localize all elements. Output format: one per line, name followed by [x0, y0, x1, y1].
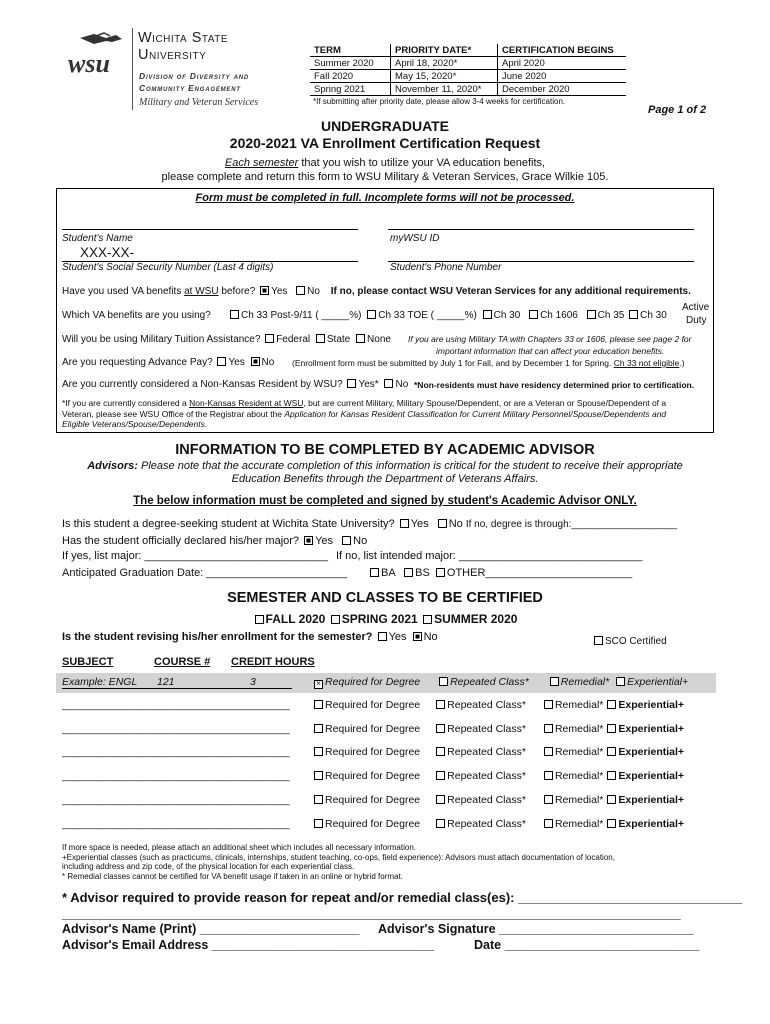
fine1-end: , but are current Military, Military Spouse/Dependent, or are a Veteran or Spouse/Dependent of a — [303, 398, 667, 408]
q-declared-text: Has the student officially declared his/her major? — [62, 535, 300, 547]
division-line1: Division of Diversity and — [139, 71, 250, 81]
intro-line2: please complete and return this form to WSU Military & Veteran Services, Grace Wilkie 105. — [161, 171, 609, 183]
experiential-label: Experiential+ — [618, 746, 685, 758]
level-heading: UNDERGRADUATE — [320, 118, 450, 134]
benefits-options — [228, 310, 667, 321]
q-nonres-text: Are you currently considered a Non-Kansas Resident by WSU? — [62, 379, 343, 390]
example-experiential-checkbox — [616, 677, 625, 686]
priority-header: PRIORITY DATE* — [391, 44, 498, 57]
duty-label: Duty — [686, 315, 707, 326]
fine1-text: *If you are currently considered a — [62, 398, 190, 408]
required-checkbox[interactable] — [314, 795, 323, 804]
q-used-text: Have you used VA benefits — [62, 286, 185, 297]
fine3-italic: Eligible Veterans/Spouse/Dependents — [62, 419, 205, 429]
repeated-label: Repeated Class* — [447, 794, 526, 806]
semester-heading: SEMESTER AND CLASSES TO BE CERTIFIED — [227, 590, 543, 606]
term-table — [310, 44, 626, 96]
example-subject: Example: ENGL — [62, 676, 138, 688]
semester-options — [0, 612, 770, 626]
course-options — [312, 746, 684, 758]
advance-yes-label: Yes — [228, 357, 245, 368]
header-divider — [132, 28, 133, 110]
cert-cell: December 2020 — [498, 83, 627, 96]
division-line2: Community Engagement — [139, 83, 241, 93]
ch1606-checkbox[interactable] — [529, 310, 538, 319]
required-label: Required for Degree — [325, 770, 421, 782]
repeated-checkbox[interactable] — [436, 700, 445, 709]
advisor-email-field[interactable]: Advisor's Email Address ________________________________ — [62, 938, 435, 952]
experiential-checkbox[interactable] — [607, 819, 616, 828]
required-label: Required for Degree — [325, 794, 421, 806]
priority-cell: November 11, 2020* — [391, 83, 498, 96]
advance-note-end: .) — [679, 358, 685, 368]
degree-yes-label: Yes — [410, 518, 429, 530]
q-used-text-end: before? — [218, 286, 256, 297]
q-which-benefits: Which VA benefits are you using? — [62, 310, 211, 321]
example-options — [312, 676, 688, 689]
advisor-reason-field[interactable]: * Advisor required to provide reason for repeat and/or remedial class(es): _______________________________ — [62, 890, 743, 905]
example-remedial-checkbox — [550, 677, 559, 686]
ch30-label: Ch 30 — [493, 310, 521, 321]
sco-checkbox[interactable] — [594, 636, 603, 645]
course-entry-field[interactable]: _______________________________________ — [62, 818, 290, 830]
required-label: Required for Degree — [325, 699, 421, 711]
used-no-checkbox[interactable] — [296, 286, 305, 295]
declared-no-label: No — [353, 535, 368, 547]
experiential-checkbox[interactable] — [607, 724, 616, 733]
repeated-checkbox[interactable] — [436, 819, 445, 828]
remedial-label: Remedial* — [554, 723, 604, 735]
wsu-logo-icon — [66, 32, 126, 76]
required-checkbox[interactable] — [314, 724, 323, 733]
sco-label: SCO Certified — [605, 636, 667, 647]
term-cell: Spring 2021 — [310, 83, 391, 96]
course-entry-field[interactable]: _______________________________________ — [62, 770, 290, 782]
other-label[interactable]: OTHER________________________ — [446, 567, 633, 579]
required-checkbox[interactable] — [314, 819, 323, 828]
repeated-label: Repeated Class* — [447, 770, 526, 782]
experiential-label: Experiential+ — [618, 770, 685, 782]
experiential-label: Experiential+ — [618, 818, 685, 830]
required-checkbox[interactable] — [314, 700, 323, 709]
fine2-italic: Application for Kansas Resident Classification for Current Military Personnel/Spouse/Dependents and — [284, 408, 667, 419]
grad-date-field[interactable]: Anticipated Graduation Date: _______________________ — [62, 567, 348, 579]
repeated-checkbox[interactable] — [436, 724, 445, 733]
course-entry-field[interactable]: _______________________________________ — [62, 746, 290, 758]
sco-certified — [592, 636, 667, 647]
term-header: TERM — [310, 44, 391, 57]
example-course: 121 — [157, 676, 175, 688]
advance-yes-checkbox[interactable] — [217, 357, 226, 366]
note-line: including address and zip code, of the physical location for each experiential class. — [62, 862, 355, 871]
advisor-note-bold: Advisors: — [87, 460, 138, 472]
experiential-checkbox[interactable] — [607, 771, 616, 780]
advisor-heading: INFORMATION TO BE COMPLETED BY ACADEMIC ADVISOR — [175, 442, 595, 458]
svg-text:wsu: wsu — [68, 49, 110, 76]
date-field[interactable]: Date ____________________________ — [474, 938, 700, 952]
remedial-checkbox[interactable] — [544, 724, 553, 733]
col-course: COURSE # — [154, 656, 211, 668]
ch30-checkbox[interactable] — [483, 310, 492, 319]
spring-checkbox[interactable] — [331, 615, 340, 624]
col-subject: SUBJECT — [62, 656, 114, 668]
state-label: State — [326, 334, 351, 345]
ch30-active-label: Ch 30 — [640, 310, 667, 321]
advisor-note-text: Please note that the accurate completion of this information is critical for the student to receive their appropriate — [137, 460, 683, 472]
term-cell: Summer 2020 — [310, 57, 391, 70]
priority-cell: April 18, 2020* — [391, 57, 498, 70]
advance-note-ch33: Ch 33 not eligible — [613, 358, 680, 368]
q-non-resident — [62, 379, 408, 390]
ba-label: BA — [381, 567, 396, 579]
mywsu-id-label: myWSU ID — [390, 233, 440, 244]
q-advance-pay — [62, 357, 274, 368]
q-degree-seeking — [62, 518, 677, 530]
ssn-prefix: XXX-XX- — [80, 245, 135, 260]
intro-emphasis: Each semester — [224, 157, 299, 169]
ba-checkbox[interactable] — [370, 568, 379, 577]
table-row — [310, 70, 626, 83]
page-title: 2020-2021 VA Enrollment Certification Request — [229, 135, 541, 151]
intro-line1 — [0, 157, 770, 169]
nonres-no-label: No — [395, 379, 409, 390]
advisor-only-notice: The below information must be completed and signed by student's Academic Advisor ONLY. — [133, 495, 637, 507]
cert-header: CERTIFICATION BEGINS — [498, 44, 627, 57]
degree-no-checkbox[interactable] — [438, 519, 447, 528]
q-advance-text: Are you requesting Advance Pay? — [62, 357, 213, 368]
ta-note-line2: important information that can affect your education benefits. — [436, 346, 665, 356]
note-line: If more space is needed, please attach an additional sheet which includes all necessary information. — [62, 843, 416, 852]
remedial-checkbox[interactable] — [544, 700, 553, 709]
ch33-toe-checkbox[interactable] — [367, 310, 376, 319]
experiential-checkbox[interactable] — [607, 795, 616, 804]
advisor-name-field[interactable]: Advisor's Name (Print) _______________________ — [62, 922, 360, 936]
none-label: None — [367, 334, 391, 345]
advisor-signature-field[interactable]: Advisor's Signature ____________________________ — [378, 922, 694, 936]
advance-note — [292, 358, 685, 368]
table-row — [310, 57, 626, 70]
repeated-checkbox[interactable] — [436, 795, 445, 804]
ch33-toe-label: Ch 33 TOE ( _____%) — [378, 310, 477, 321]
repeated-label: Repeated Class* — [447, 699, 526, 711]
summer-checkbox[interactable] — [423, 615, 432, 624]
advance-no-checkbox[interactable] — [251, 357, 260, 366]
used-yes-checkbox[interactable] — [260, 286, 269, 295]
experiential-label: Experiential+ — [618, 794, 685, 806]
ch35-label: Ch 35 — [597, 310, 625, 321]
advisor-note-line1 — [0, 460, 770, 472]
repeated-label: Repeated Class* — [447, 723, 526, 735]
experiential-checkbox[interactable] — [607, 700, 616, 709]
wsu-logo — [66, 32, 126, 76]
bs-checkbox[interactable] — [404, 568, 413, 577]
ch1606-label: Ch 1606 — [540, 310, 578, 321]
used-yes-label: Yes — [271, 286, 288, 297]
ch33-post-checkbox[interactable] — [230, 310, 239, 319]
declared-yes-label: Yes — [315, 535, 334, 547]
q-used-benefits: Have you used VA benefits at WSU before? Yes No If no, please contact WSU Veteran Services for any additional requirements. — [62, 286, 691, 297]
remedial-label: Remedial* — [554, 770, 604, 782]
course-entry-field[interactable]: _______________________________________ — [62, 794, 290, 806]
federal-label: Federal — [276, 334, 311, 345]
col-credit: CREDIT HOURS — [231, 656, 315, 668]
active-label: Active — [682, 302, 710, 313]
degree-yes-checkbox[interactable] — [400, 519, 409, 528]
revising-no-checkbox[interactable] — [413, 632, 422, 641]
nonres-yes-checkbox[interactable] — [347, 379, 356, 388]
fall-label: FALL 2020 — [265, 612, 326, 626]
experiential-label: Experiential+ — [618, 699, 685, 711]
remedial-checkbox[interactable] — [544, 819, 553, 828]
required-label: Required for Degree — [325, 818, 421, 830]
student-name-label: Student's Name — [62, 233, 133, 244]
remedial-label: Remedial* — [554, 746, 604, 758]
ch30-active-checkbox[interactable] — [629, 310, 638, 319]
example-required-label: Required for Degree — [325, 676, 421, 688]
cert-cell: April 2020 — [498, 57, 627, 70]
mywsu-id-field[interactable] — [388, 229, 694, 230]
required-label: Required for Degree — [325, 746, 421, 758]
course-options — [312, 770, 684, 782]
revising-yes-checkbox[interactable] — [378, 632, 387, 641]
declared-yes-checkbox[interactable] — [304, 536, 313, 545]
university-name-line2: University — [138, 47, 207, 63]
page-indicator: Page 1 of 2 — [648, 104, 707, 116]
priority-cell: May 15, 2020* — [391, 70, 498, 83]
department-name: Military and Veteran Services — [139, 97, 259, 108]
example-required-checkbox: × — [314, 680, 323, 689]
repeated-checkbox[interactable] — [436, 771, 445, 780]
bs-label: BS — [415, 567, 430, 579]
degree-type-options — [368, 567, 632, 579]
fall-checkbox[interactable] — [255, 615, 264, 624]
remedial-checkbox[interactable] — [544, 771, 553, 780]
q-tuition-text: Will you be using Military Tuition Assistance? — [62, 334, 261, 345]
state-checkbox[interactable] — [316, 334, 325, 343]
example-repeated-label: Repeated Class* — [450, 676, 529, 688]
summer-label: SUMMER 2020 — [434, 612, 518, 626]
course-entry-field[interactable]: _______________________________________ — [62, 723, 290, 735]
nonres-yes-label: Yes* — [358, 379, 379, 390]
ch35-checkbox[interactable] — [587, 310, 596, 319]
remedial-label: Remedial* — [554, 699, 604, 711]
course-options — [312, 794, 684, 806]
q-tuition — [62, 334, 391, 345]
term-table-header — [310, 44, 626, 57]
used-note: If no, please contact WSU Veteran Services for any additional requirements — [330, 286, 689, 297]
advance-no-label: No — [261, 357, 275, 368]
fine1-underline: Non-Kansas Resident at WSU — [189, 398, 304, 408]
experiential-label: Experiential+ — [618, 723, 685, 735]
term-table-note: *If submitting after priority date, please allow 3-4 weeks for certification. — [313, 97, 566, 106]
experiential-checkbox[interactable] — [607, 747, 616, 756]
example-underline — [62, 688, 292, 689]
nonres-no-checkbox[interactable] — [384, 379, 393, 388]
example-experiential-label: Experiential+ — [627, 676, 689, 688]
course-options — [312, 723, 684, 735]
q-declared-major — [62, 535, 367, 547]
course-options — [312, 818, 684, 830]
other-checkbox[interactable] — [436, 568, 445, 577]
intro-rest: that you wish to utilize your VA education benefits, — [298, 157, 546, 169]
spring-label: SPRING 2021 — [341, 612, 418, 626]
required-checkbox[interactable] — [314, 747, 323, 756]
example-repeated-checkbox — [439, 677, 448, 686]
declared-no-checkbox[interactable] — [342, 536, 351, 545]
revising-yes-label: Yes — [388, 631, 407, 643]
required-label: Required for Degree — [325, 723, 421, 735]
course-entry-field[interactable]: _______________________________________ — [62, 699, 290, 711]
remedial-checkbox[interactable] — [544, 747, 553, 756]
revising-no-label: No — [423, 631, 438, 643]
must-complete-warning: Form must be completed in full. Incomplete forms will not be processed. — [195, 192, 575, 204]
fine3-end: . — [204, 419, 208, 429]
university-name-line1: Wichita State — [138, 30, 228, 46]
remedial-label: Remedial* — [554, 794, 604, 806]
course-notes — [62, 843, 615, 881]
example-credit: 3 — [250, 676, 256, 688]
fine2-text: Veteran, please see WSU Office of the Registrar about the — [62, 408, 285, 419]
advisor-reason-line2[interactable]: _________________________________________________________________________________________ — [62, 907, 681, 921]
degree-no-label: No — [448, 518, 463, 530]
advisor-note-line2: Education Benefits through the Department of Veterans Affairs. — [231, 473, 539, 485]
phone-label: Student's Phone Number — [390, 262, 502, 273]
remedial-label: Remedial* — [554, 818, 604, 830]
repeated-label: Repeated Class* — [447, 818, 526, 830]
used-no-label: No — [307, 286, 320, 297]
major-list-field[interactable]: If yes, list major: ______________________________ — [62, 550, 329, 562]
student-name-field[interactable] — [62, 229, 358, 230]
example-remedial-label: Remedial* — [560, 676, 610, 688]
note-line: * Remedial classes cannot be certified for VA benefit usage if taken in an online or hybrid format. — [62, 871, 403, 881]
required-checkbox[interactable] — [314, 771, 323, 780]
cert-cell: June 2020 — [498, 70, 627, 83]
table-row — [310, 83, 626, 96]
repeated-checkbox[interactable] — [436, 747, 445, 756]
note-line: +Experiential classes (such as practicums, clinicals, internships, student teaching, co-ops, field experience): Advisors must attach documentation of location, — [62, 852, 615, 862]
degree-through-field[interactable]: If no, degree is through:___________________ — [465, 519, 678, 530]
q-revising — [62, 631, 438, 643]
ta-note-line1: If you are using Military TA with Chapters 33 or 1606, please see page 2 for — [408, 334, 692, 344]
q-revising-text: Is the student revising his/her enrollment for the semester? — [62, 631, 373, 643]
repeated-label: Repeated Class* — [447, 746, 526, 758]
ch33-post-label: Ch 33 Post-9/11 ( _____%) — [241, 310, 362, 321]
federal-checkbox[interactable] — [265, 334, 274, 343]
ssn-label: Student's Social Security Number (Last 4 digits) — [62, 262, 274, 273]
q-degree-text: Is this student a degree-seeking student at Wichita State University? — [62, 518, 395, 530]
remedial-checkbox[interactable] — [544, 795, 553, 804]
course-options — [312, 699, 684, 711]
none-checkbox[interactable] — [356, 334, 365, 343]
intended-major-field[interactable]: If no, list intended major: ______________________________ — [336, 550, 643, 562]
nonres-fine-print — [62, 398, 710, 430]
q-used-at-wsu: at WSU — [184, 286, 219, 297]
nonres-note: *Non-residents must have residency determined prior to certification. — [414, 380, 695, 390]
term-cell: Fall 2020 — [310, 70, 391, 83]
advance-note-text: (Enrollment form must be submitted by July 1 for Fall, and by December 1 for Spring. — [292, 358, 614, 368]
